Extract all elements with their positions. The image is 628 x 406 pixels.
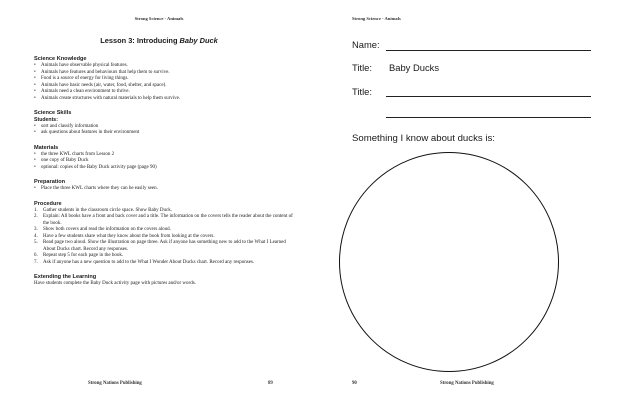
extending-text: Have students complete the Baby Duck activity page with pictures and/or words. xyxy=(34,281,196,287)
list-item: • the three KWL charts from Lesson 2 xyxy=(34,152,296,159)
procedure-step: 4. Have a few students share what they know about the book from looking at the covers. xyxy=(34,233,215,239)
list-item: • Animals have basic needs (air, water, food, shelter, and space). xyxy=(34,83,296,90)
procedure-step: 3. Show both covers and read the information on the covers aloud. xyxy=(34,227,171,233)
materials-list xyxy=(34,152,296,172)
title-value: Baby Ducks xyxy=(389,62,440,73)
list-item: • Place the three KWL charts where they can be easily seen. xyxy=(34,186,296,193)
lesson-title-book: Baby Duck xyxy=(179,36,218,45)
list-item: • Animals need a clean environment to thrive. xyxy=(34,89,296,96)
procedure-step: 6. Repeat step 5 for each page in the book. xyxy=(34,253,124,259)
title2-field-line2[interactable] xyxy=(386,117,591,118)
extending-heading: Extending the Learning xyxy=(34,274,97,281)
title2-label: Title: xyxy=(352,86,372,97)
left-footer-publisher: Strong Nations Publishing xyxy=(88,381,142,386)
procedure-step: 7. Ask if anyone has a new question to add to the What I Wonder About Ducks chart. Record any responses. xyxy=(34,259,255,265)
science-knowledge-list xyxy=(34,63,296,102)
procedure-step: 2. Explain: All books have a front and back cover and a title. The information on the covers tells the reader about the content of the book. xyxy=(34,214,293,226)
left-page-header: Strong Science - Animals xyxy=(134,16,184,21)
list-item: • ask questions about features in their environment xyxy=(34,130,296,137)
name-label: Name: xyxy=(352,39,380,50)
drawing-circle[interactable] xyxy=(339,152,559,372)
left-page-number: 89 xyxy=(268,381,273,386)
procedure-step: 5. Read page two aloud. Show the illustration on page three. Ask if anyone has something new to add to the What I Learned About Ducks chart. Record any responses. xyxy=(34,240,286,252)
right-page-header: Strong Science - Animals xyxy=(352,16,401,21)
list-item: • Animals create structures with natural materials to help them survive. xyxy=(34,96,296,103)
right-page-number: 90 xyxy=(352,381,357,386)
science-skills-subheading: Students: xyxy=(34,117,58,123)
name-field[interactable] xyxy=(386,50,591,51)
procedure-heading: Procedure xyxy=(34,200,62,207)
prompt-text: Something I know about ducks is: xyxy=(352,133,495,144)
list-item: • optional: copies of the Baby Duck activity page (page 90) xyxy=(34,165,296,172)
materials-heading: Materials xyxy=(34,144,59,151)
science-skills-heading: Science Skills xyxy=(34,110,72,116)
title-label: Title: xyxy=(352,62,372,73)
list-item: • Animals have observable physical features. xyxy=(34,63,296,70)
list-item: • Animals have features and behaviours that help them to survive. xyxy=(34,70,296,77)
preparation-heading: Preparation xyxy=(34,179,66,186)
right-page xyxy=(318,0,628,406)
lesson-title-prefix: Lesson 3: Introducing xyxy=(100,36,180,45)
right-footer-publisher: Strong Nations Publishing xyxy=(440,381,494,386)
science-skills-list xyxy=(34,124,296,137)
list-item: • sort and classify information xyxy=(34,124,296,131)
preparation-list xyxy=(34,186,296,193)
procedure-list xyxy=(34,208,296,267)
science-knowledge-heading: Science Knowledge xyxy=(34,56,87,62)
list-item: • Food is a source of energy for living things. xyxy=(34,76,296,83)
lesson-content xyxy=(34,52,296,288)
list-item: • one copy of Baby Duck xyxy=(34,158,296,165)
title2-field[interactable] xyxy=(386,96,591,97)
lesson-title xyxy=(0,36,318,45)
procedure-step: 1. Gather students in the classroom circle space. Show Baby Duck. xyxy=(34,207,172,213)
